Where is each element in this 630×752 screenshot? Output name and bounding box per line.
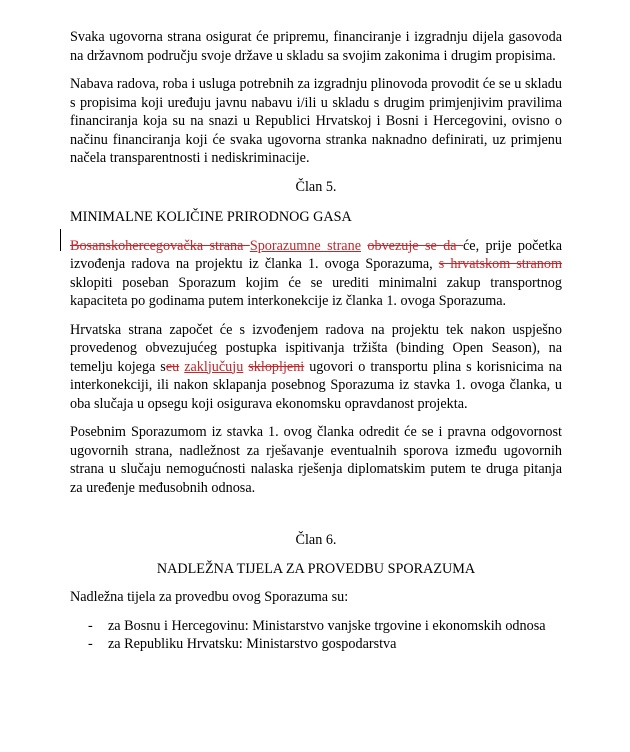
text-run: sklopiti poseban Sporazum kojim će se urediti minimalni zakup transportnog kapaciteta po godinama putem interkonekcije iz članka 1. ovoga Sporazuma.: [70, 274, 562, 309]
spacer: [70, 507, 562, 531]
text-run: Hrvatska strana započet će s izvođenjem radova na projektu tek nakon uspješno provedenog obvezujućeg postupka ispitivanja tržišta (binding Open Season), na temelju kojega s: [70, 321, 562, 375]
deleted-text: obvezuje se da: [367, 237, 463, 254]
list-item: [70, 617, 562, 636]
article-5-title: Član 5.: [295, 178, 337, 195]
article-6-intro: Nadležna tijela za provedbu ovog Sporazuma su:: [70, 589, 349, 605]
list-item: [70, 635, 562, 654]
deleted-text: s hrvatskom stranom: [438, 256, 562, 272]
article-6-heading: NADLEŽNA TIJELA ZA PROVEDBU SPORAZUMA: [156, 560, 476, 577]
list-item-text: za Republiku Hrvatsku: Ministarstvo gospodarstva: [108, 636, 397, 652]
article-5-heading: MINIMALNE KOLIČINE PRIRODNOG GASA: [70, 209, 352, 225]
text-run: će, prije početka izvođenja radova na projektu iz članka 1. ovoga Sporazuma,: [70, 237, 563, 272]
article-5-paragraph-3: Posebnim Sporazumom iz stavka 1. ovog članka odredit će se i pravna odgovornost ugovornih strana, nadležnost za rješavanje eventualnih sporova između ugovornih strana u slučaju nemogućnosti nalaska rješenja diplomatskim putem te druga pitanja za uređenje međusobnih odnosa.: [70, 424, 562, 496]
deleted-text: sklopljeni: [248, 358, 305, 375]
deleted-text: Bosanskohercegovačka strana: [70, 237, 250, 254]
dash-bullet: -: [88, 617, 93, 634]
change-bar-heading: [60, 229, 61, 251]
article-5-paragraph-1: [70, 237, 562, 311]
paragraph-preparation: Svaka ugovorna strana osigurat će pripremu, financiranje i izgradnju dijela gasovoda na državnom području svoje države u skladu sa svojim zakonima i drugim propisima.: [70, 29, 562, 64]
inserted-text: Sporazumne strane: [249, 237, 361, 254]
article-5-paragraph-2: [70, 321, 562, 414]
authorities-list: [70, 617, 562, 654]
paragraph-procurement: Nabava radova, roba i usluga potrebnih za izgradnju plinovoda provodit će se u skladu s propisima koji uređuju javnu nabavu i/ili u skladu s drugim primjenjivim pravilima financiranja koja su na snazi u Republici Hrvatskoj i Bosni i Hercegovini, ovisno o načinu financiranja koji će svaka ugovorna stranka naknadno definirati, uz primjenu načela transparentnosti i nediskriminacije.: [70, 76, 562, 166]
article-6-title: Član 6.: [295, 532, 337, 548]
inserted-text: zaključuju: [184, 358, 244, 375]
deleted-text: eu: [165, 358, 180, 375]
text-run: ugovori o transportu plina s korisnicima na interkonekciji, ili nakon sklapanja posebnog Sporazuma iz stavka 1. ovoga članka, u oba slučaja u opsegu koji osigurava ekonomsku opravdanost projekta.: [70, 358, 563, 412]
list-item-text: za Bosnu i Hercegovinu: Ministarstvo vanjske trgovine i ekonomskih odnosa: [108, 617, 546, 634]
dash-bullet: -: [88, 636, 93, 652]
document-page: [70, 28, 562, 654]
